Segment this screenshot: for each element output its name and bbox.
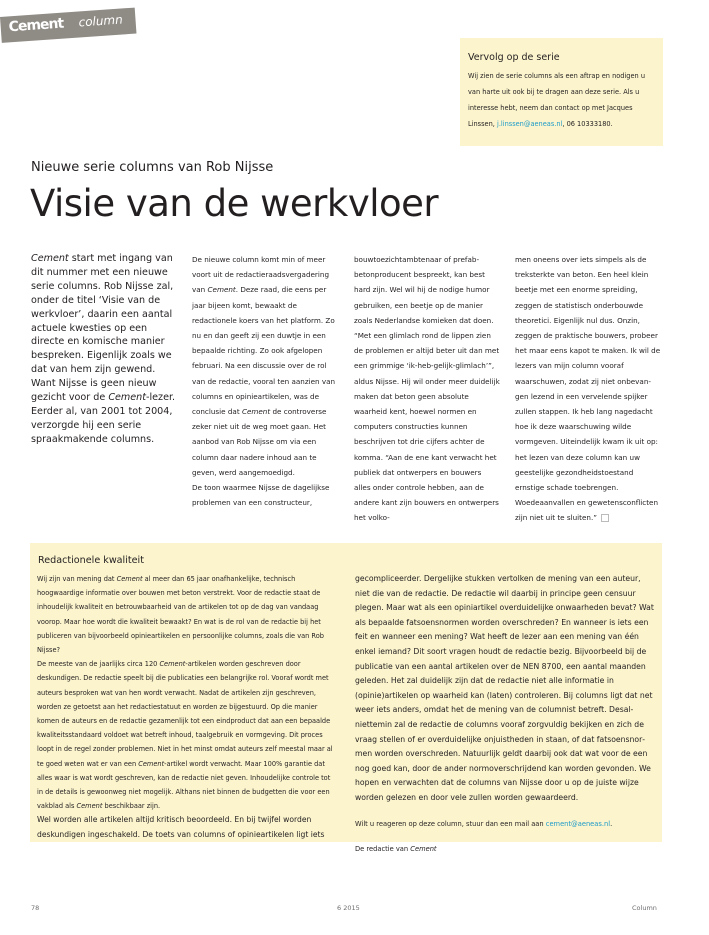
body-column-1 bbox=[192, 252, 338, 510]
ed-p1-b: al meer dan 65 jaar onafhankelijke, technisch hoogwaardige informatie over bouwen met beton verstrekt. Voor de redactie staat de inhoudelijk kwaliteit en betrouwbaarheid van de artikelen tot op de dag van vandaag voorop. Maar hoe wordt die kwaliteit bewaakt? En wat is de rol van de redactie bij het publiceren van bijvoorbeeld opinieartikelen en persoonlijke columns, zoals die van Rob Nijsse? bbox=[37, 575, 324, 655]
signature-em: Cement bbox=[410, 845, 437, 854]
intro-em-2: Cement bbox=[108, 392, 147, 404]
col3-text: men oneens over iets simpels als de treksterkte van beton. Een heel klein beetje met een enorme spreiding, zeggen de statistisch onderbouwde theoretici. Eigenlijk nul dus. Onzin, zeggen de praktische bouwers, probeer het maar eens kapot te maken. Ik wil de lezers van mijn column vooraf waarschuwen, zodat zij niet onbevangen lezend in een vervelende spijker zullen stappen. Ik heb lang nagedacht hoe ik deze waarschuwing wilde vormgeven. Uiteindelijk kwam ik uit op: het lezen van deze column kan uw geestelijke gezondheidstoestand ernstige schade toebrengen. Woedeaanvallen en gewetensconflicten zijn niet uit te sluiten.” bbox=[515, 255, 661, 523]
col1-em: Cement bbox=[207, 285, 236, 295]
sidebar-email-link[interactable]: j.linssen@aeneas.nl bbox=[496, 120, 563, 128]
article-intro bbox=[31, 252, 181, 447]
column-label: column bbox=[78, 12, 124, 30]
editorial-box bbox=[30, 543, 662, 854]
signature bbox=[355, 845, 437, 853]
ed-p2-b: -artikelen worden geschreven door deskundigen. De redactie speelt bij die publicaties een belangrijke rol. Vooraf wordt met auteurs besproken wat van hen wordt verwacht. Nadat de artikelen zijn geschreven, worden ze getoetst aan het redactiestatuut en worden ze bijgestuurd. Op die manier komen de auteurs en de redactie gezamenlijk tot een eindproduct dat aan een bepaalde kwaliteitsstandaard voldoet wat betreft inhoud, taalgebruik en vormgeving. Dit proces loopt in de regel zonder problemen. Niet in het minst omdat auteurs zelf meestal maar al te goed weten wat er van een bbox=[37, 660, 333, 768]
ed-p2-em-3: Cement bbox=[76, 802, 103, 811]
ed-p2-em: Cement bbox=[159, 660, 186, 669]
body-column-2: bouwtoezichtambtenaar of prefabbetonproducent bespreekt, kan best hard zijn. Wel wil hij de nodige humor gebruiken, een beetje op de manier zoals Nederlandse komieken dat doen. “Met een glimlach rond de lippen zien de problemen er altijd beter uit dan met een grimmige ‘ik-heb-gelijk-glimlach’”, aldus Nijsse. Hij wil onder meer duidelijk maken dat beton geen absolute waarheid kent, hoewel normen en computers constructies kunnen beschrijven tot drie cijfers achter de komma. “Aan de ene kant verwacht het publiek dat ontwerpers en bouwers alles onder controle hebben, aan de andere kant zijn bouwers en ontwerpers het volko- bbox=[354, 255, 500, 523]
article-title: Visie van de werkvloer bbox=[30, 182, 439, 225]
col1-text-a: De nieuwe column komt min of meer voort uit de redactieraadsvergadering van bbox=[192, 255, 330, 295]
intro-em: Cement bbox=[31, 253, 69, 264]
article-kicker: Nieuwe serie columns van Rob Nijsse bbox=[31, 160, 274, 175]
intro-text-b: -lezer. Eerder al, van 2001 tot 2004, verzorgde hij een serie spraakmakende columns. bbox=[31, 392, 176, 445]
ed-p2-em-2: Cement bbox=[138, 759, 165, 768]
column-tag bbox=[0, 8, 136, 43]
editorial-heading: Redactionele kwaliteit bbox=[38, 555, 144, 566]
ed-right-text: gecompliceerder. Dergelijke stukken vertolken de mening van een auteur, niet die van de redactie. De redactie wil daarbij in principe geen censuur plegen. Maar wat als een opiniartikel overduidelijke onwaarheden bevat? Wat als bepaalde fatsoensnormen worden overschreden? En wanneer is iets een feit en wanneer een mening? Wat heeft de lezer aan een mening van één enkel iemand? Dit soort vragen houdt de redactie bezig. Bijvoorbeeld bij de publicatie van een aantal artikelen over de NEN 8700, een aantal maanden geleden. Het zal duidelijk zijn dat de redactie niet alle informatie in (opinie)artikelen op waarheid kan (laten) controleren. Bij columns ligt dat net weer iets anders, omdat het de mening van de columnist betreft. Desalniettemin zal de redactie de columns vooraf zorgvuldig bekijken en zich de vraag stellen of er overduidelijke onjuistheden in staan, of dat fatsoensnormen worden overschreden. Natuurlijk geldt daarbij ook dat wat voor de een nog goed kan, door de ander normoverschrijdend kan worden gevonden. We hopen en verwachten dat de columns van Nijsse door u op de juiste wijze worden gelezen en door vele zullen worden gewaardeerd. bbox=[355, 574, 654, 802]
ed-p3: Wel worden alle artikelen altijd kritisch beoordeeld. En bij twijfel worden deskundigen ingeschakeld. De toets van columns of opinieartikelen ligt iets bbox=[37, 815, 325, 840]
intro-text-a: start met ingang van dit nummer met een nieuwe serie columns. Rob Nijsse zal, onder de titel ‘Visie van de werkvloer’, daarin een aantal actuele kwesties op een directe en komische manier bespreken. Eigenlijk zoals we dat van hem zijn gewend. Want Nijsse is geen nieuw gezicht voor de bbox=[31, 253, 174, 404]
page-number: 78 bbox=[31, 904, 40, 912]
editorial-right-column bbox=[355, 572, 655, 857]
sidebar-text bbox=[468, 68, 658, 132]
section-name: Column bbox=[632, 904, 657, 912]
issue-year: 6 2015 bbox=[337, 904, 360, 912]
react-line bbox=[355, 820, 612, 828]
react-email-link[interactable]: cement@aeneas.nl bbox=[545, 819, 611, 828]
col1-em-2: Cement bbox=[241, 407, 271, 417]
col1-text-c: de controverse zeker niet uit de weg moet gaan. Het aanbod van Rob Nijsse om via een column daar nadere inhoud aan te geven, werd aangemoedigd. bbox=[192, 407, 327, 477]
ed-p2-d: beschikbaar zijn. bbox=[102, 802, 161, 811]
react-text-end: . bbox=[610, 819, 613, 828]
sidebar-phone: , 06 10333180. bbox=[562, 120, 613, 128]
ed-p1-em: Cement bbox=[116, 575, 143, 583]
col1-text-d: De toon waarmee Nijsse de dagelijkse problemen van een constructeur, bbox=[192, 483, 330, 508]
cement-logo: Cement bbox=[8, 15, 64, 36]
ed-p2-c: -artikel wordt verwacht. Maar 100% garantie dat alles waar is wat wordt geschreven, kan de redactie niet geven. Inhoudelijke controle tot in de details is gewoonweg niet mogelijk. Althans niet binnen de budgetten die voor een vakblad als bbox=[37, 759, 331, 811]
sidebar-box bbox=[460, 38, 663, 146]
ed-p2-a: De meeste van de jaarlijks circa 120 bbox=[37, 660, 160, 669]
body-column-3 bbox=[515, 252, 661, 526]
sidebar-heading: Vervolg op de serie bbox=[468, 52, 560, 63]
react-text: Wilt u reageren op deze column, stuur dan een mail aan bbox=[355, 819, 546, 828]
editorial-left-column bbox=[37, 572, 337, 843]
col1-text-b: . Deze raad, die eens per jaar bijeen komt, bewaakt de redactionele koers van het platform. Zo nu en dan geeft zij een duwtje in een bepaalde richting. Zo ook afgelopen februari. Na een discussie over de rol van de redactie, vooral ten aanzien van columns en opinieartikelen, was de conclusie dat bbox=[192, 285, 336, 417]
sidebar-text-body: Wij zien de serie columns als een aftrap en nodigen u van harte uit ook bij te dragen aan deze serie. Als u interesse hebt, neem dan contact op met Jacques Linssen, bbox=[468, 72, 646, 128]
signature-text: De redactie van bbox=[355, 845, 411, 854]
end-mark-icon bbox=[601, 514, 609, 522]
ed-p1-a: Wij zijn van mening dat bbox=[37, 575, 117, 583]
